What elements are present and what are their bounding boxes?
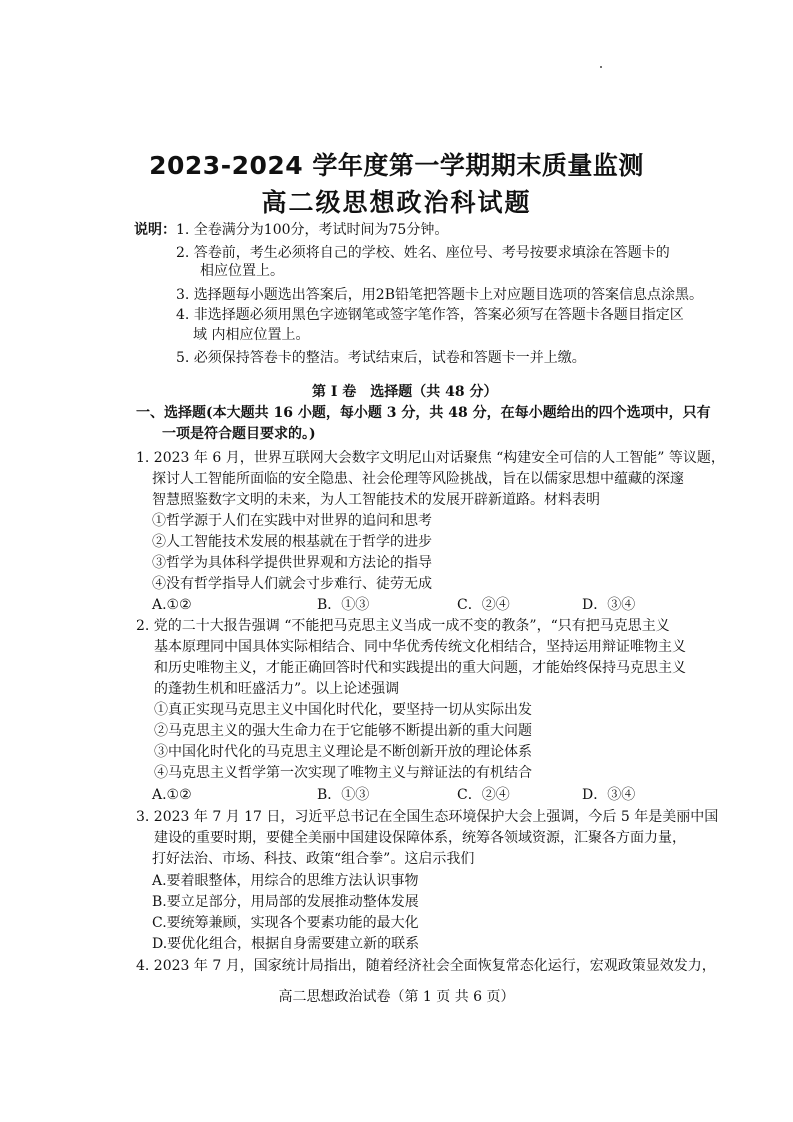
- q1-statement: ①哲学源于人们在实践中对世界的追问和思考: [152, 513, 432, 529]
- q1-stem-line: 1. 2023 年 6 月，世界互联网大会数字文明尼山对话聚焦 “构建安全可信的人工智能” 等议题，: [136, 450, 725, 466]
- scan-dot: [600, 66, 602, 68]
- q2-option-b: B．①③: [317, 787, 370, 803]
- exam-title: 2023-2024 学年度第一学期期末质量监测: [149, 151, 644, 180]
- q2-statement: ③中国化时代化的马克思主义理论是不断创新开放的理论体系: [154, 744, 532, 760]
- section-heading: 一、选择题(本大题共 16 小题，每小题 3 分，共 48 分，在每小题给出的四个选项中，只有: [136, 405, 711, 421]
- q2-option-a: A.①②: [152, 787, 192, 803]
- q1-stem-line: 探讨人工智能所面临的安全隐患、社会伦理等风险挑战，旨在以儒家思想中蕴藏的深邃: [152, 471, 684, 487]
- instruction-4-cont: 域 内相应位置上。: [193, 327, 310, 343]
- exam-subtitle: 高二级思想政治科试题: [261, 188, 532, 217]
- q3-stem-line: 3. 2023 年 7 月 17 日，习近平总书记在全国生态环境保护大会上强调，今后 5 年是美丽中国: [136, 809, 719, 825]
- instructions-label: 说明：: [134, 222, 176, 238]
- section-title: 第 I 卷 选择题（共 48 分）: [312, 384, 498, 400]
- q3-choice-b: B.要立足部分，用局部的发展推动整体发展: [152, 894, 419, 910]
- q2-option-d: D．③④: [582, 787, 636, 803]
- q2-statement: ④马克思主义哲学第一次实现了唯物主义与辩证法的有机结合: [154, 765, 532, 781]
- section-heading-cont: 一项是符合题目要求的。): [162, 426, 316, 442]
- q2-stem-line: 基本原理同中国具体实际相结合、同中华优秀传统文化相结合，坚持运用辩证唯物主义: [154, 639, 686, 655]
- q1-option-a: A.①②: [152, 597, 192, 613]
- q3-choice-a: A.要着眼整体，用综合的思维方法认识事物: [152, 873, 419, 889]
- q3-choice-c: C.要统筹兼顾，实现各个要素功能的最大化: [152, 915, 419, 931]
- q4-stem-line: 4. 2023 年 7 月，国家统计局指出，随着经济社会全面恢复常态化运行，宏观政策显效发力，: [136, 958, 716, 974]
- q1-statement: ③哲学为具体科学提供世界观和方法论的指导: [152, 555, 432, 571]
- instruction-1: 1. 全卷满分为100分，考试时间为75分钟。: [176, 222, 449, 238]
- q2-stem-line: 的蓬勃生机和旺盛活力”。以上论述强调: [154, 681, 400, 697]
- q2-option-c: C．②④: [457, 787, 510, 803]
- q3-stem-line: 建设的重要时期，要健全美丽中国建设保障体系，统筹各领域资源，汇聚各方面力量，: [154, 830, 686, 846]
- q1-statement: ②人工智能技术发展的根基就在于哲学的进步: [152, 534, 432, 550]
- q1-option-b: B．①③: [317, 597, 370, 613]
- q1-stem-line: 智慧照鉴数字文明的未来，为人工智能技术的发展开辟新道路。材料表明: [152, 492, 600, 508]
- q1-option-d: D．③④: [582, 597, 636, 613]
- q2-stem-line: 2. 党的二十大报告强调 “不能把马克思主义当成一成不变的教条”，“只有把马克思主义: [136, 618, 670, 634]
- instruction-2-cont: 相应位置上。: [200, 263, 284, 279]
- instruction-3: 3. 选择题每小题选出答案后，用2B铅笔把答题卡上对应题目选项的答案信息点涂黑。: [176, 287, 704, 303]
- q1-statement: ④没有哲学指导人们就会寸步难行、徒劳无成: [152, 576, 432, 592]
- q2-statement: ①真正实现马克思主义中国化时代化，要坚持一切从实际出发: [154, 702, 532, 718]
- q3-choice-d: D.要优化组合，根据自身需要建立新的联系: [152, 936, 420, 952]
- q2-statement: ②马克思主义的强大生命力在于它能够不断提出新的重大问题: [154, 723, 532, 739]
- instruction-2: 2. 答卷前，考生必须将自己的学校、姓名、座位号、考号按要求填涂在答题卡的: [176, 245, 670, 261]
- q2-stem-line: 和历史唯物主义，才能正确回答时代和实践提出的重大问题，才能始终保持马克思主义: [154, 660, 686, 676]
- q3-stem-line: 打好法治、市场、科技、政策“组合拳”。这启示我们: [152, 851, 475, 867]
- instruction-5: 5. 必须保持答卷卡的整洁。考试结束后，试卷和答题卡一并上缴。: [176, 350, 586, 366]
- instruction-4: 4. 非选择题必须用黑色字迹钢笔或签字笔作答，答案必须写在答题卡各题目指定区: [176, 307, 684, 323]
- page-footer: 高二思想政治试卷（第 1 页 共 6 页）: [278, 989, 515, 1005]
- q1-option-c: C．②④: [457, 597, 510, 613]
